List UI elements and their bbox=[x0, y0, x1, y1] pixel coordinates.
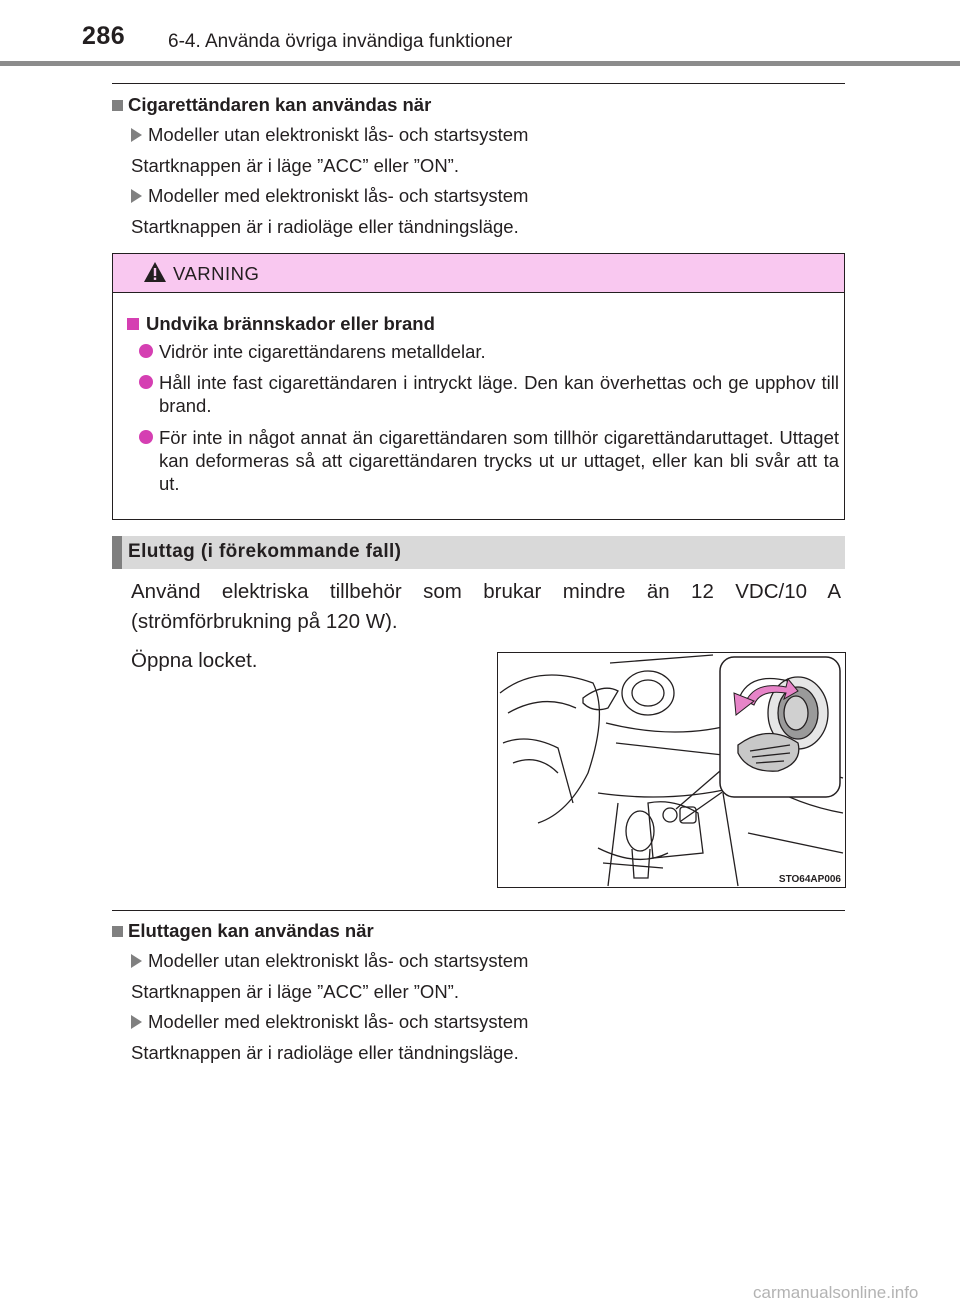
list-item: Modeller med elektroniskt lås- och startsystem bbox=[131, 185, 528, 207]
section-banner bbox=[112, 536, 845, 569]
page-number: 286 bbox=[82, 22, 126, 50]
square-bullet-icon bbox=[127, 318, 139, 330]
warning-box bbox=[112, 253, 845, 520]
section-divider bbox=[112, 83, 845, 84]
circle-bullet-icon bbox=[139, 430, 153, 444]
section-title: 6-4. Använda övriga invändiga funktioner bbox=[168, 31, 513, 52]
warning-bullet: Vidrör inte cigarettändarens metalldelar. bbox=[139, 340, 839, 363]
list-item-text: Startknappen är i radioläge eller tändningsläge. bbox=[131, 1042, 519, 1063]
triangle-arrow-icon bbox=[131, 954, 142, 968]
square-bullet-icon bbox=[112, 100, 123, 111]
dashboard-outlet-illustration bbox=[498, 653, 845, 887]
warning-triangle-icon bbox=[143, 261, 167, 283]
list-item-text: Startknappen är i radioläge eller tändningsläge. bbox=[131, 216, 519, 237]
warning-subheading: Undvika brännskador eller brand bbox=[127, 313, 435, 335]
triangle-arrow-icon bbox=[131, 128, 142, 142]
list-item-text: Startknappen är i läge ”ACC” eller ”ON”. bbox=[131, 981, 459, 1002]
triangle-arrow-icon bbox=[131, 1015, 142, 1029]
triangle-arrow-icon bbox=[131, 189, 142, 203]
section2-heading: Eluttagen kan användas när bbox=[112, 920, 374, 942]
banner-title: Eluttag (i förekommande fall) bbox=[128, 541, 402, 562]
circle-bullet-icon bbox=[139, 375, 153, 389]
figure-code: STO64AP006 bbox=[778, 874, 841, 885]
warning-bullet: Håll inte fast cigarettändaren i intryckt läge. Den kan överhettas och ge upphov till brand. bbox=[139, 371, 839, 417]
warning-header bbox=[113, 254, 844, 293]
header-divider bbox=[0, 61, 960, 66]
warning-title: VARNING bbox=[173, 263, 260, 284]
list-item: Modeller utan elektroniskt lås- och startsystem bbox=[131, 950, 528, 972]
circle-bullet-icon bbox=[139, 344, 153, 358]
square-bullet-icon bbox=[112, 926, 123, 937]
watermark: carmanualsonline.info bbox=[753, 1283, 919, 1302]
list-item: Modeller utan elektroniskt lås- och startsystem bbox=[131, 124, 528, 146]
banner-accent-bar bbox=[112, 536, 122, 569]
body-paragraph: Använd elektriska tillbehör som brukar mindre än 12 VDC/10 A (strömförbrukning på 120 W). bbox=[131, 580, 841, 633]
warning-bullet: För inte in något annat än cigarettändaren som tillhör cigarettändaruttaget. Uttaget kan deformeras så att cigarettändaren trycks ut ur uttaget, eller kan bli svår att ta ut. bbox=[139, 426, 839, 495]
illustration-figure bbox=[497, 652, 846, 888]
list-item-text: Startknappen är i läge ”ACC” eller ”ON”. bbox=[131, 155, 459, 176]
section-divider bbox=[112, 910, 845, 911]
body-paragraph: Öppna locket. bbox=[131, 649, 258, 672]
section1-heading: Cigarettändaren kan användas när bbox=[112, 94, 431, 116]
list-item: Modeller med elektroniskt lås- och startsystem bbox=[131, 1011, 528, 1033]
